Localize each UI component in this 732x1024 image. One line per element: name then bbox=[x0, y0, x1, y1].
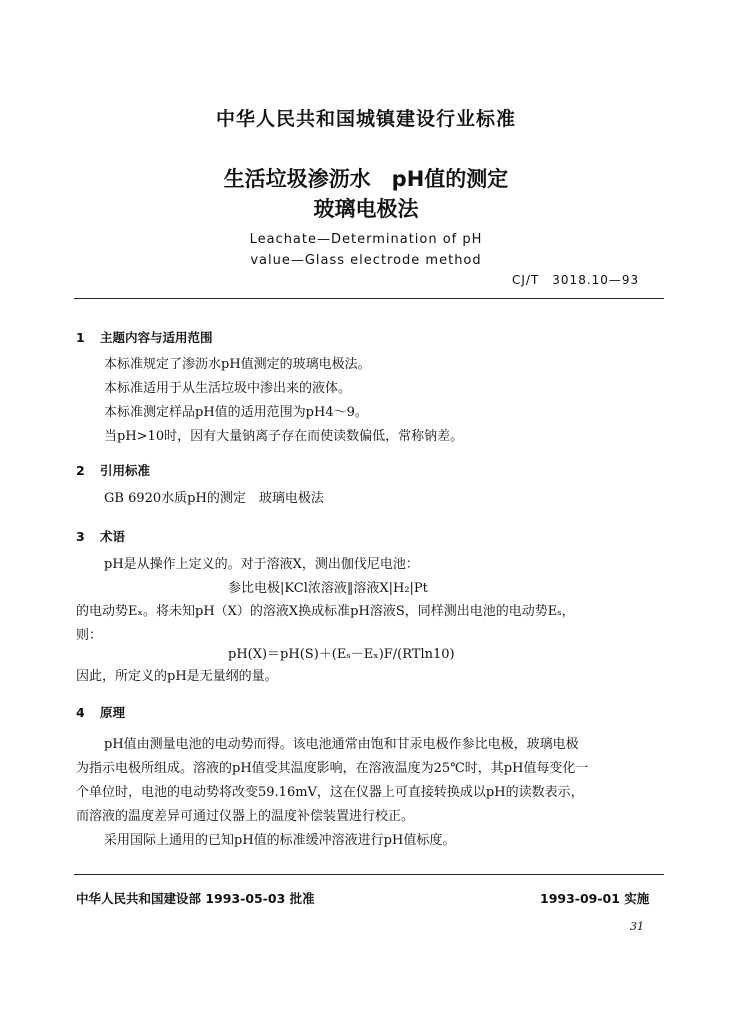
top-divider bbox=[74, 298, 664, 299]
body-line: pH是从操作上定义的。对于溶液X，测出伽伐尼电池： bbox=[104, 557, 419, 572]
formula: pH(X)＝pH(S)＋(Eₛ－Eₓ)F/(RTln10) bbox=[228, 647, 455, 662]
section-title: 主题内容与适用范围 bbox=[100, 330, 213, 345]
approval-statement: 中华人民共和国建设部 1993-05-03 批准 bbox=[76, 891, 315, 906]
title-cn-line1: 生活垃圾渗沥水 pH值的测定 bbox=[223, 167, 509, 191]
body-line: 而溶液的温度差异可通过仪器上的温度补偿装置进行校正。 bbox=[76, 809, 415, 824]
section-heading bbox=[76, 328, 213, 346]
section-heading bbox=[76, 703, 125, 721]
body-line: 本标准规定了渗沥水pH值测定的玻璃电极法。 bbox=[104, 357, 371, 372]
body-line: 当pH>10时，因有大量钠离子存在而使读数偏低，常称钠差。 bbox=[104, 429, 464, 444]
section-title: 引用标准 bbox=[100, 463, 151, 478]
implementation-date: 1993-09-01 实施 bbox=[540, 891, 650, 906]
section-title: 原理 bbox=[100, 705, 126, 720]
bottom-divider bbox=[74, 874, 664, 875]
section-heading bbox=[76, 461, 150, 479]
body-line: 本标准适用于从生活垃圾中渗出来的液体。 bbox=[104, 381, 352, 396]
title-cn-line2: 玻璃电极法 bbox=[313, 197, 419, 221]
section-number: 4 bbox=[76, 705, 85, 720]
section-number: 2 bbox=[76, 463, 85, 478]
section-heading bbox=[76, 527, 125, 545]
body-line: 个单位时，电池的电动势将改变59.16mV，这在仪器上可直接转换成以pH的读数表示， bbox=[76, 785, 584, 800]
body-line: pH值由测量电池的电动势而得。该电池通常由饱和甘汞电极作参比电极，玻璃电极 bbox=[104, 737, 579, 752]
body-line: 则： bbox=[76, 628, 103, 643]
body-line: 采用国际上通用的已知pH值的标准缓冲溶液进行pH值标度。 bbox=[104, 833, 456, 848]
section-title: 术语 bbox=[100, 529, 126, 544]
body-line: 因此，所定义的pH是无量纲的量。 bbox=[76, 669, 278, 684]
title-en-line2: value—Glass electrode method bbox=[250, 253, 482, 268]
body-line: 为指示电极所组成。溶液的pH值受其温度影响，在溶液温度为25℃时，其pH值每变化一 bbox=[76, 761, 589, 776]
body-line: 本标准测定样品pH值的适用范围为pH4～9。 bbox=[104, 405, 368, 420]
title-en-line1: Leachate—Determination of pH bbox=[249, 232, 483, 247]
body-line: 的电动势Eₓ。将未知pH（X）的溶液X换成标准pH溶液S，同样测出电池的电动势Eₛ， bbox=[76, 604, 575, 619]
body-line: GB 6920水质pH的测定 玻璃电极法 bbox=[104, 491, 324, 506]
page-number: 31 bbox=[630, 920, 644, 933]
section-number: 3 bbox=[76, 529, 85, 544]
cell-expression: 参比电极|KCl浓溶液‖溶液X|H₂|Pt bbox=[228, 581, 428, 596]
standard-code: CJ/T 3018.10—93 bbox=[512, 273, 640, 287]
section-number: 1 bbox=[76, 330, 85, 345]
standard-header: 中华人民共和国城镇建设行业标准 bbox=[215, 108, 516, 130]
